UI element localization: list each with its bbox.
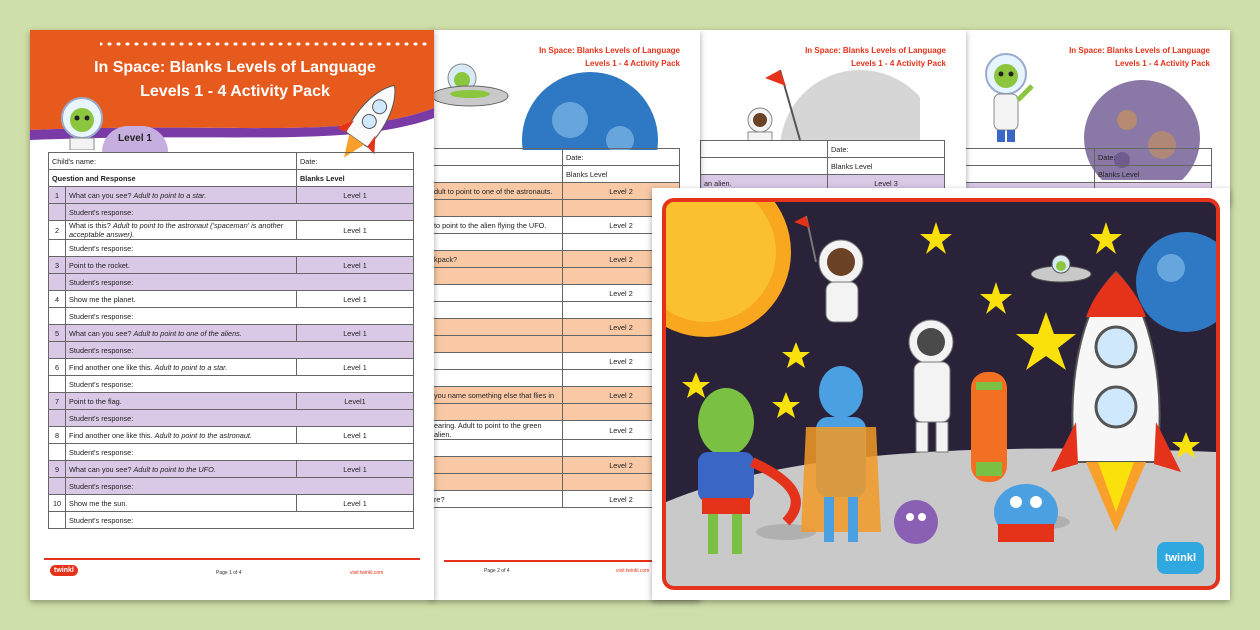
response-row bbox=[49, 274, 414, 291]
page-2-row bbox=[431, 440, 680, 457]
page-2-footer-line bbox=[444, 560, 686, 562]
blanks-level-header: Blanks Level bbox=[297, 170, 414, 187]
question-level: Level 1 bbox=[297, 495, 414, 512]
alien-astronaut-illustration bbox=[966, 50, 1046, 145]
page-2-row bbox=[431, 457, 680, 474]
astronaut-flag-illustration bbox=[720, 40, 920, 140]
adult-instruction: Adult to point to the UFO. bbox=[133, 464, 216, 474]
question-row bbox=[49, 495, 414, 512]
question-prompt: Show me the sun. bbox=[69, 498, 128, 508]
student-response-label[interactable]: Student's response: bbox=[66, 410, 414, 427]
question-row bbox=[49, 187, 414, 204]
response-row bbox=[49, 410, 414, 427]
title-line-2: Levels 1 - 4 Activity Pack bbox=[140, 83, 330, 100]
page-2-row-text bbox=[431, 336, 563, 353]
question-level: Level 1 bbox=[297, 325, 414, 342]
page-2-page-label: Page 2 of 4 bbox=[484, 568, 510, 574]
question-text bbox=[66, 393, 297, 410]
page-2-row bbox=[431, 474, 680, 491]
question-number: 1 bbox=[49, 187, 66, 204]
page-3-header-line1: In Space: Blanks Levels of Language bbox=[805, 46, 946, 55]
page-1-footer-line bbox=[44, 558, 420, 560]
dotted-border-decoration bbox=[100, 40, 430, 48]
question-row bbox=[49, 393, 414, 410]
question-text bbox=[66, 495, 297, 512]
response-row bbox=[49, 204, 414, 221]
question-prompt: Find another one like this. bbox=[69, 430, 153, 440]
page-3-table bbox=[700, 140, 945, 192]
page-2-row-text: dult to point to one of the astronauts. bbox=[431, 183, 563, 200]
page-2-row-level: Level 2 bbox=[563, 183, 680, 200]
response-row bbox=[49, 240, 414, 257]
page-2-row-level: Level 2 bbox=[563, 491, 680, 508]
question-row bbox=[49, 221, 414, 240]
date-label: Date: bbox=[297, 153, 414, 170]
page-2-row bbox=[431, 217, 680, 234]
question-level: Level1 bbox=[297, 393, 414, 410]
response-row bbox=[49, 478, 414, 495]
page-2-row-text bbox=[431, 404, 563, 421]
question-number: 2 bbox=[49, 221, 66, 240]
student-response-label[interactable]: Student's response: bbox=[66, 512, 414, 529]
date-label: Date: bbox=[828, 141, 945, 158]
question-number: 7 bbox=[49, 393, 66, 410]
page-2-row-text bbox=[431, 285, 563, 302]
adult-instruction: Adult to point to a star. bbox=[133, 190, 207, 200]
question-row bbox=[49, 291, 414, 308]
student-response-label[interactable]: Student's response: bbox=[66, 478, 414, 495]
page-2-row-text bbox=[431, 302, 563, 319]
page-2-row bbox=[431, 268, 680, 285]
level-tab-label: Level 1 bbox=[118, 133, 152, 144]
adult-instruction: Adult to point to a star. bbox=[154, 362, 228, 372]
student-response-label[interactable]: Student's response: bbox=[66, 274, 414, 291]
question-prompt: What is this? bbox=[69, 221, 111, 230]
page-2-row-text: re? bbox=[431, 491, 563, 508]
response-row bbox=[49, 512, 414, 529]
page-2-row-level: Level 2 bbox=[563, 353, 680, 370]
worksheet-page-3 bbox=[700, 30, 966, 205]
page-2-row bbox=[431, 370, 680, 387]
page-2-row-text bbox=[431, 234, 563, 251]
row-level: Level 3 bbox=[828, 175, 945, 192]
page-3-header-line2: Levels 1 - 4 Activity Pack bbox=[851, 59, 946, 68]
adult-instruction: Adult to point to the astronaut. bbox=[154, 430, 252, 440]
response-row bbox=[49, 376, 414, 393]
blanks-level-header: Blanks Level bbox=[828, 158, 945, 175]
page-2-row-text: kpack? bbox=[431, 251, 563, 268]
question-row bbox=[49, 325, 414, 342]
page-2-row-level: Level 2 bbox=[563, 387, 680, 404]
page-2-row-text bbox=[431, 440, 563, 457]
page-2-row-level: Level 2 bbox=[563, 421, 680, 440]
page-2-row-level: Level 2 bbox=[563, 457, 680, 474]
student-response-label[interactable]: Student's response: bbox=[66, 376, 414, 393]
page-2-row bbox=[431, 302, 680, 319]
question-row bbox=[49, 461, 414, 478]
question-prompt: What can you see? bbox=[69, 190, 132, 200]
question-prompt: Point to the flag. bbox=[69, 396, 122, 406]
page-2-row bbox=[431, 183, 680, 200]
page-2-row bbox=[431, 421, 680, 440]
page-4-header bbox=[1069, 44, 1210, 70]
question-level: Level 1 bbox=[297, 257, 414, 274]
page-2-row-text: you name something else that flies in bbox=[431, 387, 563, 404]
question-number: 3 bbox=[49, 257, 66, 274]
page-2-row-text bbox=[431, 200, 563, 217]
page-2-row bbox=[431, 200, 680, 217]
question-level: Level 1 bbox=[297, 221, 414, 240]
page-2-row-text bbox=[431, 457, 563, 474]
question-prompt: What can you see? bbox=[69, 328, 132, 338]
page-2-row-text: earing. Adult to point to the green alien. bbox=[431, 421, 563, 440]
page-2-row bbox=[431, 336, 680, 353]
page-2-row bbox=[431, 387, 680, 404]
twinkl-logo: twinkl bbox=[50, 565, 78, 576]
question-number: 5 bbox=[49, 325, 66, 342]
worksheet-page-4 bbox=[962, 30, 1230, 205]
page-2-row-text bbox=[431, 319, 563, 336]
question-text bbox=[66, 359, 297, 376]
question-number: 4 bbox=[49, 291, 66, 308]
question-level: Level 1 bbox=[297, 291, 414, 308]
page-2-header-line1: In Space: Blanks Levels of Language bbox=[539, 46, 680, 55]
adult-instruction: Adult to point to one of the aliens. bbox=[133, 328, 242, 338]
space-scene-illustration bbox=[666, 202, 1216, 586]
question-number: 9 bbox=[49, 461, 66, 478]
question-header: Question and Response bbox=[49, 170, 297, 187]
question-number: 6 bbox=[49, 359, 66, 376]
space-scene-card bbox=[652, 188, 1230, 600]
page-2-table bbox=[430, 148, 680, 508]
title-line-1: In Space: Blanks Levels of Language bbox=[94, 59, 376, 76]
blanks-level-header: Blanks Level bbox=[1095, 166, 1212, 183]
page-2-row bbox=[431, 319, 680, 336]
page-2-row-text bbox=[431, 353, 563, 370]
twinkl-logo-badge: twinkl bbox=[1157, 542, 1204, 574]
ufo-earth-illustration bbox=[430, 40, 680, 150]
student-response-label[interactable]: Student's response: bbox=[66, 444, 414, 461]
worksheet-page-1 bbox=[30, 30, 434, 600]
page-2-row bbox=[431, 491, 680, 508]
page-2-row-text bbox=[431, 268, 563, 285]
blanks-level-header: Blanks Level bbox=[563, 166, 680, 183]
question-row bbox=[49, 427, 414, 444]
page-1-page-label: Page 1 of 4 bbox=[216, 570, 242, 576]
date-label: Date: bbox=[1095, 149, 1212, 166]
question-prompt: What can you see? bbox=[69, 464, 132, 474]
student-response-label[interactable]: Student's response: bbox=[66, 240, 414, 257]
question-level: Level 1 bbox=[297, 461, 414, 478]
page-2-row-level: Level 2 bbox=[563, 285, 680, 302]
question-level: Level 1 bbox=[297, 187, 414, 204]
page-2-row-text: to point to the alien flying the UFO. bbox=[431, 217, 563, 234]
question-prompt: Find another one like this. bbox=[69, 362, 153, 372]
student-response-label[interactable]: Student's response: bbox=[66, 342, 414, 359]
question-row bbox=[49, 257, 414, 274]
page-2-header-line2: Levels 1 - 4 Activity Pack bbox=[585, 59, 680, 68]
row-text: an alien. bbox=[701, 175, 828, 192]
question-number: 10 bbox=[49, 495, 66, 512]
response-row bbox=[49, 342, 414, 359]
question-prompt: Point to the rocket. bbox=[69, 260, 130, 270]
page-2-row-text bbox=[431, 370, 563, 387]
question-row bbox=[49, 359, 414, 376]
question-text bbox=[66, 461, 297, 478]
page-4-header-line1: In Space: Blanks Levels of Language bbox=[1069, 46, 1210, 55]
scene-frame bbox=[662, 198, 1220, 590]
page-1-visit-link[interactable]: visit twinkl.com bbox=[350, 570, 384, 576]
student-response-label[interactable]: Student's response: bbox=[66, 204, 414, 221]
page-2-row-level: Level 2 bbox=[563, 319, 680, 336]
page-2-row bbox=[431, 353, 680, 370]
question-text bbox=[66, 291, 297, 308]
page-4-header-line2: Levels 1 - 4 Activity Pack bbox=[1115, 59, 1210, 68]
question-prompt: Show me the planet. bbox=[69, 294, 136, 304]
page-2-row bbox=[431, 404, 680, 421]
question-text bbox=[66, 187, 297, 204]
page-2-row bbox=[431, 251, 680, 268]
date-label: Date: bbox=[563, 149, 680, 166]
page-2-row-level: Level 2 bbox=[563, 251, 680, 268]
adult-instruction: Adult to point to the astronaut ('spaceman' is another acceptable answer). bbox=[69, 221, 284, 239]
question-text bbox=[66, 257, 297, 274]
rocket-icon bbox=[326, 74, 416, 164]
question-text bbox=[66, 427, 297, 444]
page-2-row bbox=[431, 285, 680, 302]
response-row bbox=[49, 444, 414, 461]
response-row bbox=[49, 308, 414, 325]
question-text bbox=[66, 221, 297, 240]
student-response-label[interactable]: Student's response: bbox=[66, 308, 414, 325]
page-2-row-text bbox=[431, 474, 563, 491]
page-2-row bbox=[431, 234, 680, 251]
page-2-visit-link[interactable]: visit twinkl.com bbox=[616, 568, 650, 574]
childs-name-label: Child's name: bbox=[49, 153, 297, 170]
question-number: 8 bbox=[49, 427, 66, 444]
question-text bbox=[66, 325, 297, 342]
page-1-table bbox=[48, 152, 414, 529]
question-level: Level 1 bbox=[297, 359, 414, 376]
question-level: Level 1 bbox=[297, 427, 414, 444]
page-2-row-level: Level 2 bbox=[563, 217, 680, 234]
